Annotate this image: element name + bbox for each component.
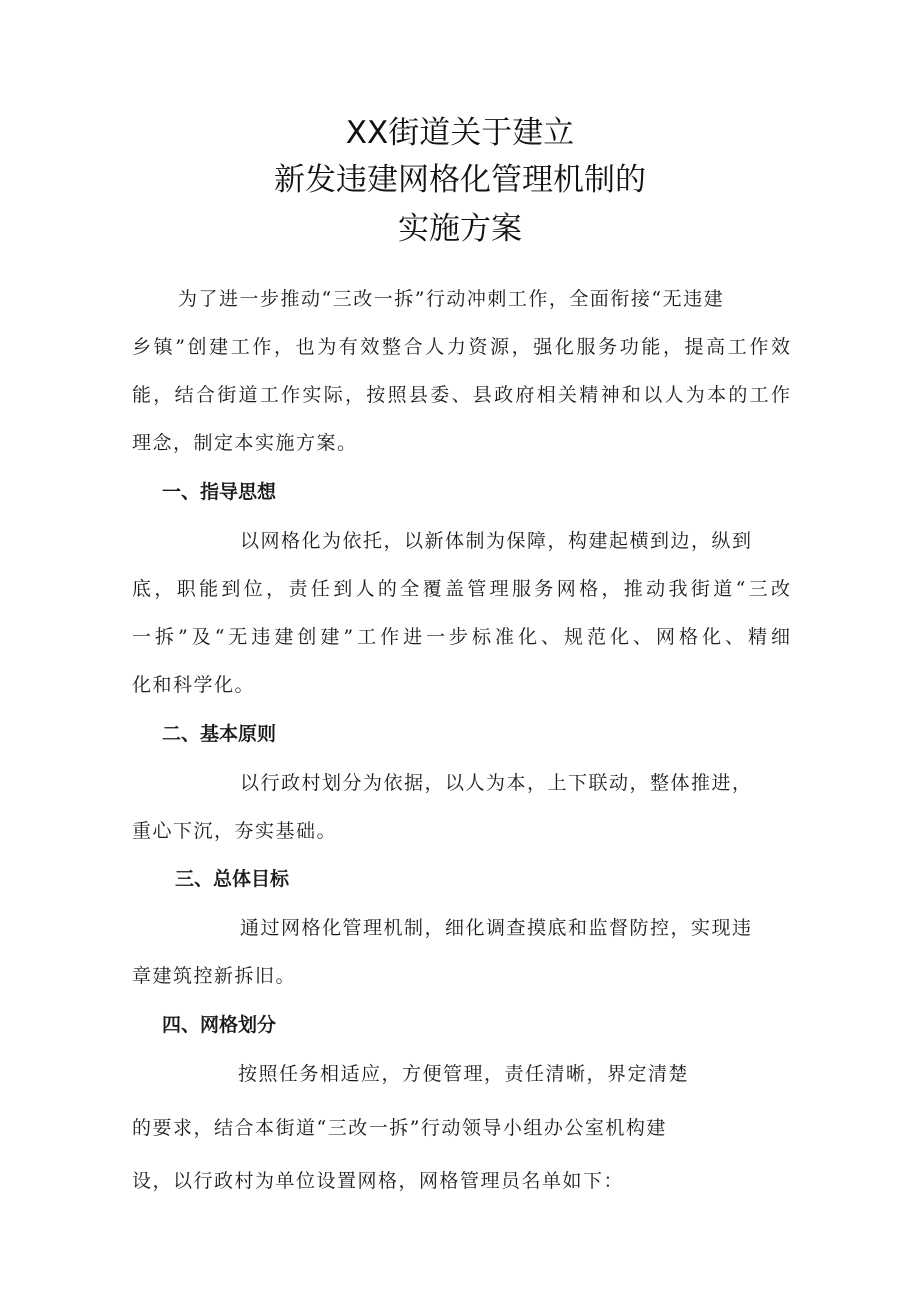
section-1-line-2: 底，职能到位，责任到人的全覆盖管理服务网格，推动我街道“三改 — [132, 578, 790, 600]
section-4-line-1: 按照任务相适应，方便管理，责任清晰，界定清楚 — [238, 1063, 690, 1085]
section-heading-2: 二、基本原则 — [162, 723, 277, 745]
intro-line-4: 理念，制定本实施方案。 — [132, 432, 358, 454]
section-2-line-1: 以行政村划分为依据，以人为本，上下联动，整体推进， — [240, 772, 753, 794]
intro-line-3: 能，结合街道工作实际，按照县委、县政府相关精神和以人为本的工作 — [132, 384, 790, 406]
section-heading-4: 四、网格划分 — [162, 1014, 277, 1036]
doc-title-line-3: 实施方案 — [398, 211, 522, 247]
section-4-line-3: 设，以行政村为单位设置网格，网格管理员名单如下： — [132, 1170, 625, 1192]
section-3-line-2: 章建筑控新拆旧。 — [132, 965, 297, 987]
doc-title-line-2: 新发违建网格化管理机制的 — [274, 162, 646, 198]
section-4-line-2: 的要求，结合本街道“三改一拆”行动领导小组办公室机构建 — [132, 1117, 667, 1139]
section-heading-3: 三、总体目标 — [175, 868, 290, 890]
section-1-line-1: 以网格化为依托，以新体制为保障，构建起横到边，纵到 — [240, 530, 753, 552]
section-2-line-2: 重心下沉，夯实基础。 — [132, 820, 338, 842]
section-heading-1: 一、指导思想 — [162, 481, 277, 503]
intro-line-2: 乡镇”创建工作，也为有效整合人力资源，强化服务功能，提高工作效 — [132, 336, 790, 358]
section-1-line-4: 化和科学化。 — [132, 674, 256, 696]
intro-line-1: 为了进一步推动“三改一拆”行动冲刺工作，全面衔接“无违建 — [178, 288, 725, 310]
doc-title-line-1: XX街道关于建立 — [345, 115, 575, 151]
section-1-line-3: 一拆”及“无违建创建”工作进一步标准化、规范化、网格化、精细 — [132, 626, 790, 648]
section-3-line-1: 通过网格化管理机制，细化调查摸底和监督防控，实现违 — [240, 917, 753, 939]
